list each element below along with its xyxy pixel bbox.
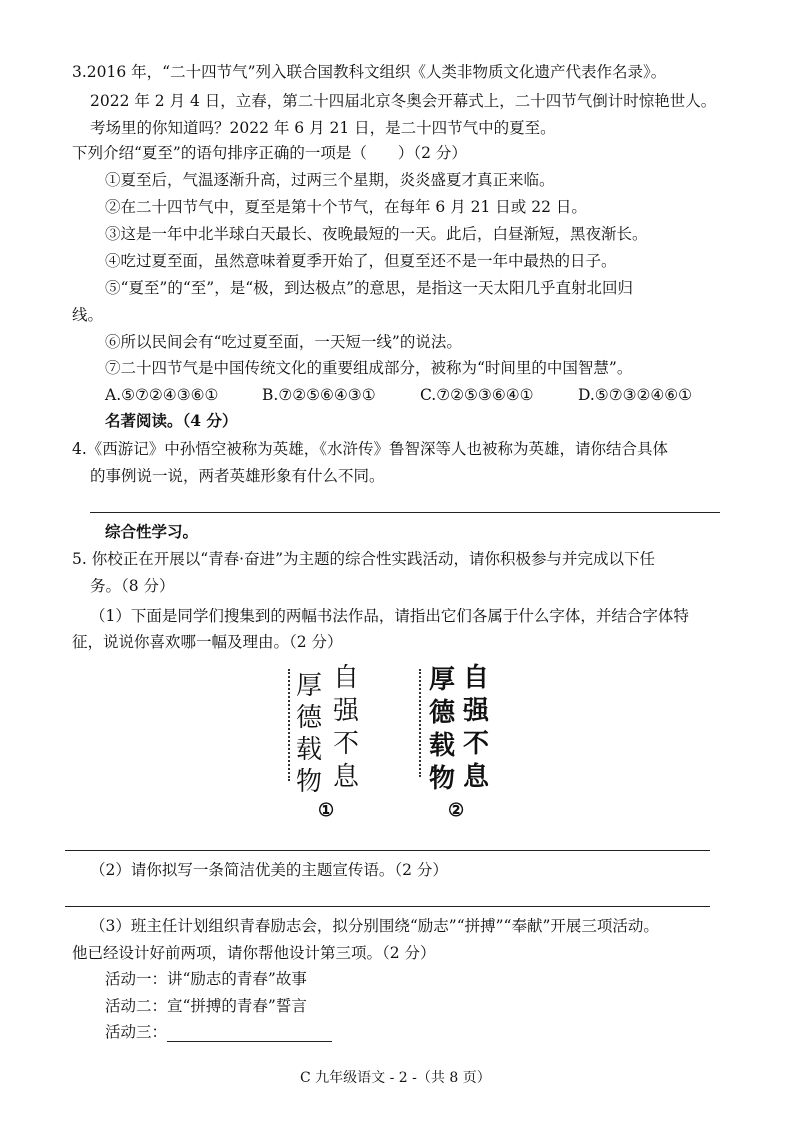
calligraphy-char: 载 (296, 735, 323, 765)
q4-line1: 4.《西游记》中孙悟空被称为英雄，《水浒传》鲁智深等人也被称为英雄，请你结合具体 (72, 440, 669, 458)
calligraphy-char: 息 (463, 762, 490, 792)
sentence-4: ④吃过夏至面，虽然意味着夏季开始了，但夏至还不是一年中最热的日子。 (105, 252, 617, 270)
calligraphy-label-1: ① (318, 800, 335, 821)
calligraphy-char: 德 (429, 698, 456, 728)
sentence-1: ①夏至后，气温逐渐升高，过两三个星期，炎炎盛夏才真正来临。 (105, 171, 555, 189)
section-mingzhu: 名著阅读。（4 分） (105, 411, 238, 430)
q4-line2: 的事例说一说，两者英雄形象有什么不同。 (90, 467, 385, 485)
sentence-5: ⑤“夏至”的“至”，是“极，到达极点”的意思，是指这一天太阳几乎直射北回归 (105, 279, 634, 297)
q5-part2-answer-line[interactable] (65, 906, 710, 907)
seal-dots-1 (288, 669, 290, 781)
activity-3-blank[interactable] (167, 1025, 332, 1042)
calligraphy-char: 厚 (296, 671, 323, 701)
q3-line3: 考场里的你知道吗？2022 年 6 月 21 日，是二十四节气中的夏至。 (90, 119, 556, 137)
sentence-6: ⑥所以民间会有“吃过夏至面，一天短一线”的说法。 (105, 333, 462, 351)
q4-answer-line[interactable] (90, 512, 720, 513)
calligraphy-char: 强 (333, 696, 360, 726)
q5-part1-line2: 征，说说你喜欢哪一幅及理由。（2 分） (72, 633, 343, 651)
q3-question: 下列介绍“夏至”的语句排序正确的一项是（ ）（2 分） (72, 144, 467, 162)
q5-line1: 5. 你校正在开展以“青春·奋进”为主题的综合性实践活动，请你积极参与并完成以下任 (72, 550, 655, 568)
q3-line2: 2022 年 2 月 4 日，立春，第二十四届北京冬奥会开幕式上，二十四节气倒计时惊艳世人。 (90, 92, 717, 110)
q5-part2: （2）请你拟写一条简洁优美的主题宣传语。（2 分） (90, 861, 448, 879)
sentence-5-cont: 线。 (72, 306, 104, 324)
calligraphy-char: 载 (429, 731, 456, 761)
activity-2: 活动二：宣“拼搏的青春”誓言 (105, 997, 307, 1015)
q3-line1: 3.2016 年，“二十四节气”列入联合国教科文组织《人类非物质文化遗产代表作名录》。 (72, 63, 667, 81)
calligraphy-char: 息 (333, 762, 360, 792)
calligraphy-char: 强 (463, 696, 490, 726)
sentence-2: ②在二十四节气中，夏至是第十个节气，在每年 6 月 21 日或 22 日。 (105, 198, 587, 216)
option-c: C.⑦②⑤③⑥④① (420, 386, 534, 404)
calligraphy-char: 自 (463, 663, 490, 693)
calligraphy-char: 自 (333, 663, 360, 693)
section-zonghe: 综合性学习。 (105, 522, 199, 541)
q5-part1-answer-line[interactable] (65, 850, 710, 851)
calligraphy-char: 物 (429, 764, 456, 794)
calligraphy-char: 不 (333, 729, 360, 759)
q5-part3-line2: 他已经设计好前两项，请你帮他设计第三项。（2 分） (72, 944, 436, 962)
page-footer: C 九年级语文 - 2 -（共 8 页） (300, 1070, 491, 1086)
calligraphy-char: 厚 (429, 665, 456, 695)
activity-3-label: 活动三： (105, 1023, 168, 1041)
sentence-7: ⑦二十四节气是中国传统文化的重要组成部分，被称为“时间里的中国智慧”。 (105, 359, 633, 377)
q5-part3-line1: （3）班主任计划组织青春励志会，拟分别围绕“励志”“拼搏”“奉献”开展三项活动。 (90, 917, 659, 935)
option-d: D.⑤⑦③②④⑥① (578, 386, 693, 404)
calligraphy-work-1 (280, 663, 380, 797)
calligraphy-label-2: ② (448, 800, 465, 821)
q5-part1-line1: （1）下面是同学们搜集到的两幅书法作品，请指出它们各属于什么字体，并结合字体特 (90, 607, 689, 625)
seal-dots-2 (419, 669, 421, 777)
q5-line2: 务。（8 分） (90, 577, 175, 595)
calligraphy-char: 不 (463, 729, 490, 759)
sentence-3: ③这是一年中北半球白天最长、夜晚最短的一天。此后，白昼渐短，黑夜渐长。 (105, 225, 648, 243)
calligraphy-char: 物 (296, 767, 323, 797)
activity-1: 活动一：讲“励志的青春”故事 (105, 970, 307, 988)
option-a: A.⑤⑦②④③⑥① (105, 386, 219, 404)
calligraphy-work-2 (415, 663, 515, 793)
calligraphy-char: 德 (296, 703, 323, 733)
option-b: B.⑦②⑤⑥④③① (262, 386, 376, 404)
activity-3 (105, 1022, 332, 1042)
